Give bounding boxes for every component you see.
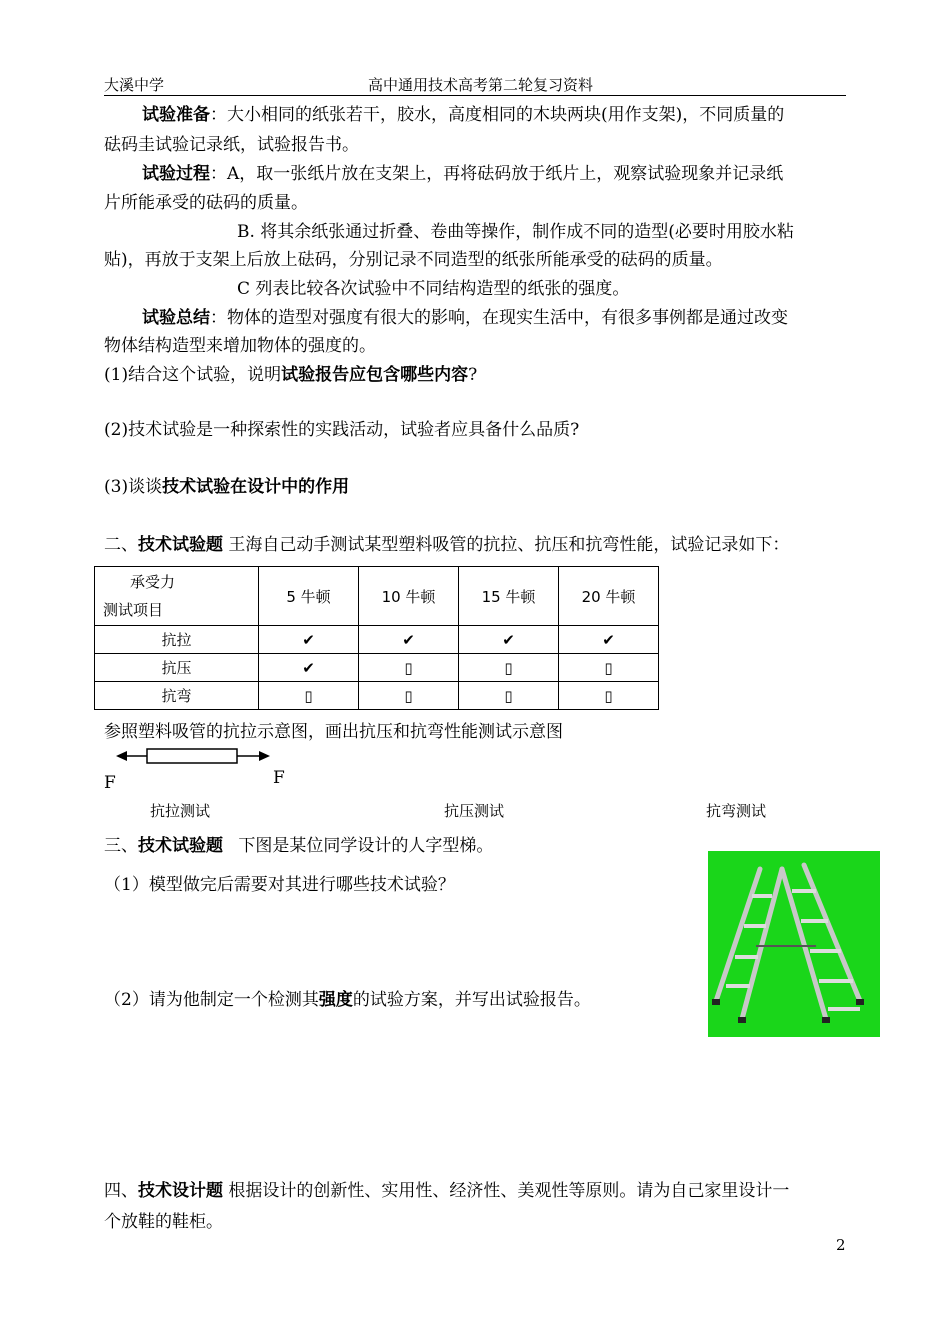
table-cell: ✔ bbox=[259, 626, 359, 654]
table-header-row bbox=[95, 567, 659, 626]
row-label: 抗压 bbox=[95, 654, 259, 682]
table-cell: ✔ bbox=[559, 626, 659, 654]
process-line-b2: 贴)，再放于支架上后放上砝码，分别记录不同造型的纸张所能承受的砝码的质量。 bbox=[104, 250, 723, 270]
section3-question-2: （2）请为他制定一个检测其强度的试验方案，并写出试验报告。 bbox=[104, 990, 591, 1010]
ladder-icon bbox=[708, 851, 880, 1037]
section3-question-1: （1）模型做完后需要对其进行哪些技术试验？ bbox=[104, 875, 455, 895]
arrow-right-icon bbox=[259, 751, 270, 761]
table-row bbox=[95, 626, 659, 654]
column-header: 10 牛顿 bbox=[359, 567, 459, 626]
row-label: 抗弯 bbox=[95, 682, 259, 710]
summary-line-2: 物体结构造型来增加物体的强度的。 bbox=[104, 336, 376, 356]
column-header: 5 牛顿 bbox=[259, 567, 359, 626]
process-line-1: 试验过程：A，取一张纸片放在支架上，再将砝码放于纸片上，观察试验现象并记录纸 bbox=[142, 164, 784, 184]
header-title: 高中通用技术高考第二轮复习资料 bbox=[368, 76, 594, 94]
table-row bbox=[95, 682, 659, 710]
force-label-right: F bbox=[273, 768, 285, 788]
table-cell: ▯ bbox=[359, 682, 459, 710]
table-cell: ▯ bbox=[259, 682, 359, 710]
section2-label: 技术试验题 bbox=[138, 535, 223, 555]
process-label: 试验过程 bbox=[142, 164, 210, 184]
page-number: 2 bbox=[836, 1236, 846, 1254]
caption-tension: 抗拉测试 bbox=[150, 802, 211, 820]
process-line-2: 片所能承受的砝码的质量。 bbox=[104, 193, 308, 213]
straw-rect bbox=[147, 749, 237, 763]
table-cell: ▯ bbox=[559, 654, 659, 682]
section4-heading: 四、技术设计题 根据设计的创新性、实用性、经济性、美观性等原则。请为自己家里设计一 bbox=[104, 1181, 790, 1201]
summary-line-1: 试验总结：物体的造型对强度有很大的影响，在现实生活中，有很多事例都是通过改变 bbox=[142, 308, 788, 328]
caption-compression: 抗压测试 bbox=[444, 802, 505, 820]
section3-label: 技术试验题 bbox=[138, 836, 223, 856]
prep-line-2: 砝码圭试验记录纸，试验报告书。 bbox=[104, 135, 359, 155]
header-rule bbox=[104, 95, 846, 96]
question-2: (2)技术试验是一种探索性的实践活动，试验者应具备什么品质? bbox=[104, 420, 580, 440]
caption-bending: 抗弯测试 bbox=[706, 802, 767, 820]
process-line-c: C 列表比较各次试验中不同结构造型的纸张的强度。 bbox=[237, 279, 630, 299]
process-line-b1: B. 将其余纸张通过折叠、卷曲等操作，制作成不同的造型(必要时用胶水粘 bbox=[237, 222, 794, 242]
section4-label: 技术设计题 bbox=[138, 1181, 223, 1201]
tension-diagram bbox=[116, 744, 272, 768]
prep-label: 试验准备 bbox=[142, 105, 210, 125]
table-row bbox=[95, 654, 659, 682]
prep-text: 大小相同的纸张若干，胶水，高度相同的木块两块(用作支架)，不同质量的 bbox=[227, 105, 785, 125]
table-cell: ✔ bbox=[359, 626, 459, 654]
question-1: (1)结合这个试验，说明试验报告应包含哪些内容? bbox=[104, 365, 478, 385]
result-table bbox=[94, 566, 659, 710]
section2-heading: 二、技术试验题 王海自己动手测试某型塑料吸管的抗拉、抗压和抗弯性能，试验记录如下： bbox=[104, 535, 790, 555]
question-3: (3)谈谈技术试验在设计中的作用 bbox=[104, 477, 350, 497]
section3-heading: 三、技术试验题 下图是某位同学设计的人字型梯。 bbox=[104, 836, 494, 856]
prep-line-1: 试验准备：大小相同的纸张若干，胶水，高度相同的木块两块(用作支架)，不同质量的 bbox=[142, 105, 785, 125]
header-school: 大溪中学 bbox=[104, 76, 165, 94]
table-cell: ✔ bbox=[259, 654, 359, 682]
drawing-instruction: 参照塑料吸管的抗拉示意图，画出抗压和抗弯性能测试示意图 bbox=[104, 722, 563, 742]
row-label: 抗拉 bbox=[95, 626, 259, 654]
arrow-left-icon bbox=[116, 751, 127, 761]
section4-line-2: 个放鞋的鞋柜。 bbox=[104, 1212, 223, 1232]
summary-label: 试验总结 bbox=[142, 308, 210, 328]
column-header: 20 牛顿 bbox=[559, 567, 659, 626]
column-header: 15 牛顿 bbox=[459, 567, 559, 626]
table-corner-cell: 承受力 测试项目 bbox=[95, 567, 259, 626]
ladder-photo bbox=[708, 851, 880, 1037]
table-cell: ▯ bbox=[559, 682, 659, 710]
table-cell: ▯ bbox=[359, 654, 459, 682]
table-cell: ▯ bbox=[459, 682, 559, 710]
force-label-left: F bbox=[104, 773, 116, 793]
table-cell: ✔ bbox=[459, 626, 559, 654]
table-cell: ▯ bbox=[459, 654, 559, 682]
